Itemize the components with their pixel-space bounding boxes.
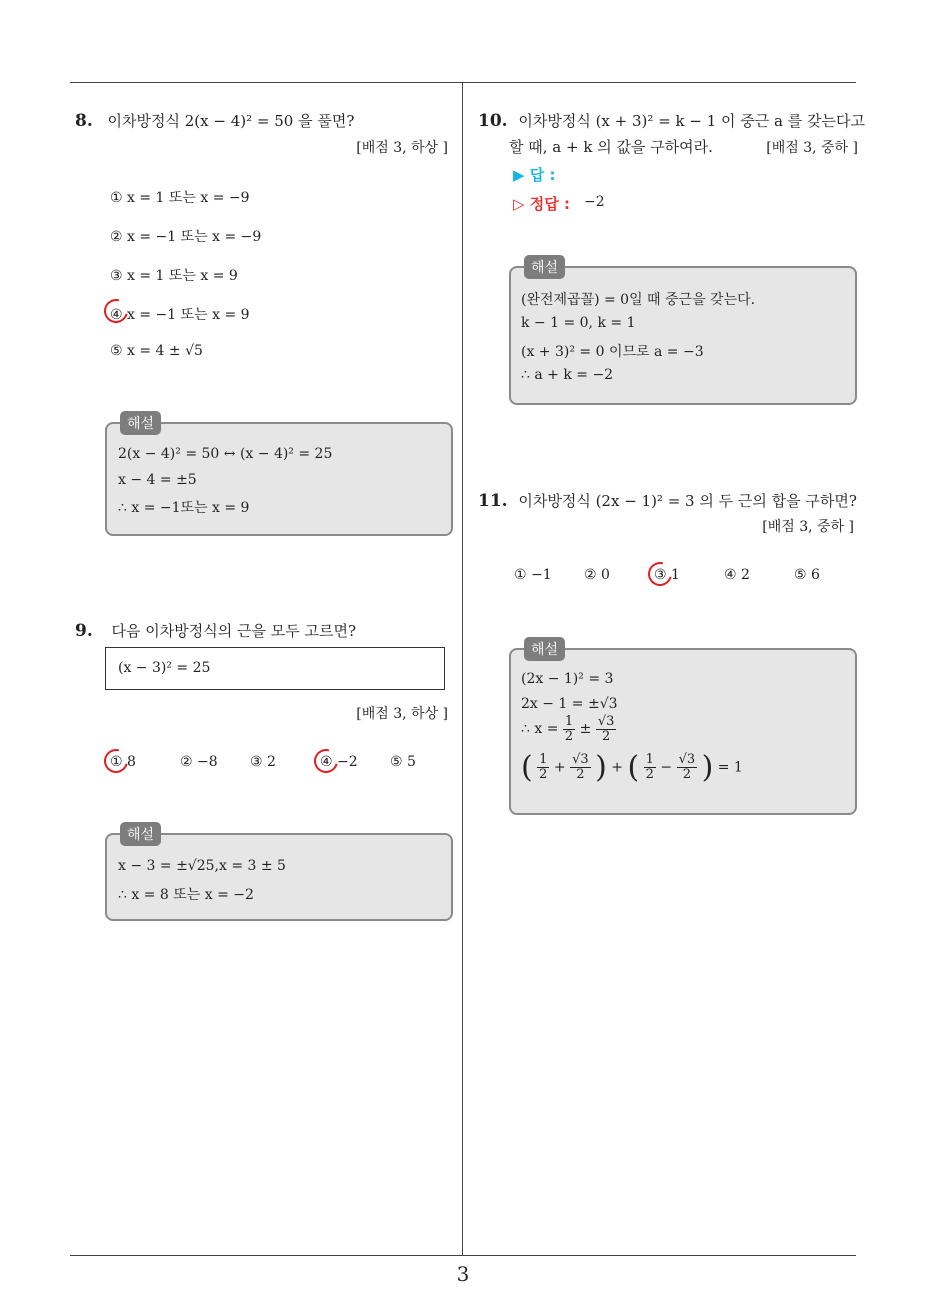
q9-box-equation: (x − 3)² = 25 — [118, 660, 211, 676]
q8-meta: [배점 3, 하상 ] — [356, 140, 448, 156]
plus-sign: + — [553, 759, 566, 776]
bottom-rule — [70, 1255, 856, 1256]
q11-text: 이차방정식 (2x − 1)² = 3 의 두 근의 합을 구하면? — [518, 492, 857, 510]
q8-solution-line-1: 2(x − 4)² = 50 ↔ (x − 4)² = 25 — [118, 446, 333, 462]
plus-sign-between: + — [611, 759, 624, 776]
q10-correct-label: ▷ 정답 : — [513, 195, 570, 213]
q8-option-2[interactable]: ② x = −1 또는 x = −9 — [110, 229, 262, 245]
q8-option-1[interactable]: ① x = 1 또는 x = −9 — [110, 190, 250, 206]
plus-minus-sign: ± — [579, 721, 592, 738]
q8-option-4[interactable]: ④ x = −1 또는 x = 9 — [110, 307, 250, 323]
fraction-denominator: 2 — [576, 767, 585, 782]
q9-solution-line-1: x − 3 = ±√25,x = 3 ± 5 — [118, 858, 286, 874]
q8-solution-line-3: ∴ x = −1또는 x = 9 — [118, 500, 250, 516]
fraction-half-b — [644, 753, 656, 781]
q9-selected-mark-4-icon — [310, 745, 343, 778]
q11-option-1[interactable]: ① −1 — [514, 567, 552, 583]
q9-solution-tag: 해설 — [120, 822, 161, 846]
q11-solution-line-3 — [521, 715, 616, 743]
q10-answer-label: ▶ 답 : — [513, 166, 556, 184]
q10-solution-line-4: ∴ a + k = −2 — [521, 367, 614, 383]
q9-option-5[interactable]: ⑤ 5 — [390, 754, 416, 770]
fraction-root3-a — [570, 753, 591, 781]
page-number: 3 — [456, 1262, 470, 1286]
q11-meta: [배점 3, 중하 ] — [762, 519, 854, 535]
result-value: = 1 — [717, 759, 743, 776]
left-paren-1: ( — [521, 750, 533, 785]
q10-meta: [배점 3, 중하 ] — [766, 140, 858, 156]
q8-solution-tag: 해설 — [120, 411, 161, 435]
right-paren-1: ) — [595, 750, 607, 785]
q10-number: 10. — [478, 111, 508, 131]
q10-solution-line-3: (x + 3)² = 0 이므로 a = −3 — [521, 344, 704, 360]
q11-option-3[interactable]: ③ 1 — [654, 567, 680, 583]
fraction-denominator: 2 — [601, 728, 611, 744]
q11-therefore-prefix: ∴ x = — [521, 721, 559, 738]
fraction-denominator: 2 — [645, 767, 654, 782]
column-divider — [462, 83, 463, 1255]
fraction-numerator: √3 — [572, 752, 589, 768]
q9-number: 9. — [75, 621, 93, 641]
q8-option-5[interactable]: ⑤ x = 4 ± √5 — [110, 343, 203, 359]
q10-solution-box — [509, 266, 857, 405]
q11-option-5[interactable]: ⑤ 6 — [794, 567, 820, 583]
q10-text-line-1: 이차방정식 (x + 3)² = k − 1 이 중근 a 를 갖는다고 — [518, 112, 865, 130]
fraction-denominator: 2 — [682, 767, 691, 782]
q8-solution-line-2: x − 4 = ±5 — [118, 472, 197, 488]
right-paren-2: ) — [701, 750, 714, 785]
q11-solution-tag: 해설 — [524, 637, 565, 661]
fraction-denominator: 2 — [539, 767, 548, 782]
q9-option-2[interactable]: ② −8 — [180, 754, 218, 770]
q11-number: 11. — [478, 491, 508, 511]
q10-solution-line-1: (완전제곱꼴) = 0일 때 중근을 갖는다. — [521, 292, 756, 308]
q10-header — [478, 110, 865, 131]
top-rule — [70, 82, 856, 83]
fraction-numerator: √3 — [678, 752, 696, 768]
q10-text-line-2: 할 때, a + k 의 값을 구하여라. — [509, 138, 713, 156]
fraction-numerator: 1 — [539, 752, 548, 768]
q8-option-3[interactable]: ③ x = 1 또는 x = 9 — [110, 268, 238, 284]
q11-solution-line-1: (2x − 1)² = 3 — [521, 671, 614, 687]
left-paren-2: ( — [627, 750, 640, 785]
fraction-numerator: √3 — [597, 714, 615, 729]
fraction-root3-b — [677, 753, 698, 781]
q9-meta: [배점 3, 하상 ] — [356, 706, 448, 722]
q9-solution-line-2: ∴ x = 8 또는 x = −2 — [118, 887, 254, 903]
q8-header — [75, 110, 354, 131]
q11-option-4[interactable]: ④ 2 — [724, 567, 750, 583]
q11-fraction-root3 — [596, 715, 617, 743]
q8-number: 8. — [75, 111, 93, 131]
q11-fraction-half — [563, 715, 575, 743]
q11-solution-line-4 — [521, 750, 743, 785]
q11-solution-line-2: 2x − 1 = ±√3 — [521, 696, 618, 712]
fraction-denominator: 2 — [564, 728, 574, 744]
q8-text: 이차방정식 2(x − 4)² = 50 을 풀면? — [107, 112, 355, 130]
q9-option-1[interactable]: ① 8 — [110, 754, 136, 770]
q11-option-2[interactable]: ② 0 — [584, 567, 610, 583]
q9-header — [75, 620, 356, 641]
q9-text: 다음 이차방정식의 근을 모두 고르면? — [111, 622, 356, 640]
q9-option-3[interactable]: ③ 2 — [250, 754, 276, 770]
q9-solution-box — [105, 833, 453, 921]
q11-header — [478, 490, 857, 511]
fraction-half-a — [537, 753, 549, 781]
q9-selected-mark-1-icon — [100, 745, 133, 778]
q10-solution-line-2: k − 1 = 0, k = 1 — [521, 315, 636, 331]
fraction-numerator: 1 — [645, 752, 654, 768]
minus-sign: − — [660, 759, 673, 776]
fraction-numerator: 1 — [564, 714, 574, 729]
q10-correct-value: −2 — [584, 194, 605, 210]
q10-solution-tag: 해설 — [524, 255, 565, 279]
q11-selected-mark-icon — [644, 558, 677, 591]
q9-option-4[interactable]: ④ −2 — [320, 754, 358, 770]
